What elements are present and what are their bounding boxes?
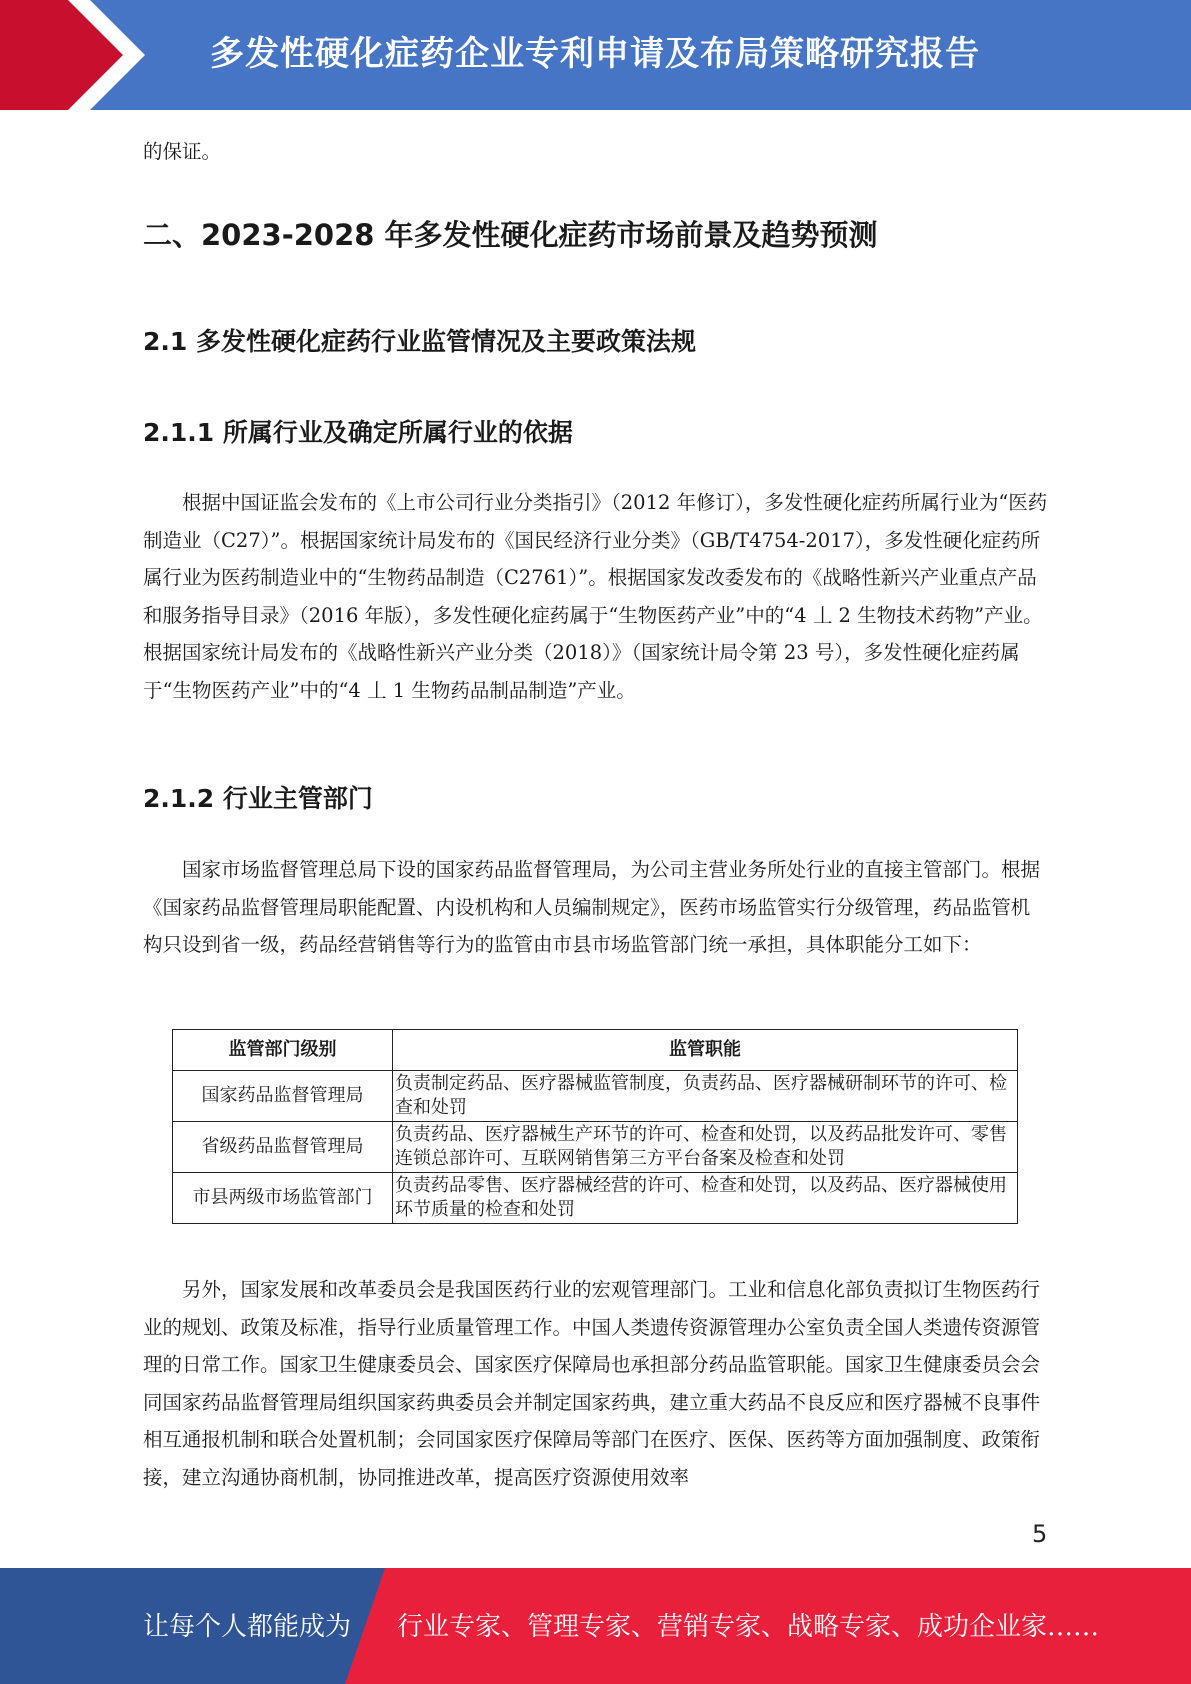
footer-slogan-left: 让每个人都能成为 <box>143 1612 352 1642</box>
continuation-text: 的保证。 <box>143 140 222 163</box>
sub2-heading: 2.1.2 行业主管部门 <box>143 784 373 813</box>
subsection-heading: 2.1 多发性硬化症药行业监管情况及主要政策法规 <box>143 327 696 356</box>
header-arrow-decoration <box>0 0 160 110</box>
sub2-paragraph: 国家市场监督管理总局下设的国家药品监督管理局，为公司主营业务所处行业的直接主管部门。根据《国家药品监督管理局职能配置、内设机构和人员编制规定》，医药市场监管实行分级管理，药品监管机构只设到省一级，药品经营销售等行为的监管由市县市场监管部门统一承担，具体职能分工如下： <box>143 858 1041 956</box>
table-row <box>173 1122 1018 1173</box>
sub1-paragraph: 根据中国证监会发布的《上市公司行业分类指引》（2012 年修订），多发性硬化症药所属行业为“医药制造业（C27）”。根据国家统计局发布的《国民经济行业分类》（GB/T4754-2017），多发性硬化症药所属行业为医药制造业中的“生物药品制造（C2761）”。根据国家发改委发布的《战略性新兴产业重点产品和服务指导目录》（2016 年版），多发性硬化症药属于“生物医药产业”中的“4 丄 2 生物技术药物”产业。根据国家统计局发布的《战略性新兴产业分类（2018）》（国家统计局令第 23 号），多发性硬化症药属于“生物医药产业”中的“4 丄 1 生物药品制品制造”产业。 <box>143 491 1048 702</box>
table-cell-level: 国家药品监督管理局 <box>173 1071 393 1122</box>
regulation-table <box>172 1029 1018 1224</box>
sub1-heading: 2.1.1 所属行业及确定所属行业的依据 <box>143 418 573 447</box>
table-row <box>173 1173 1018 1224</box>
table-row <box>173 1071 1018 1122</box>
table-cell-duty: 负责药品零售、医疗器械经营的许可、检查和处罚，以及药品、医疗器械使用环节质量的检查和处罚 <box>393 1173 1018 1224</box>
section-heading: 二、2023-2028 年多发性硬化症药市场前景及趋势预测 <box>143 218 878 252</box>
page-number: 5 <box>1032 1520 1048 1548</box>
table-cell-level: 市县两级市场监管部门 <box>173 1173 393 1224</box>
footer-slogan-right: 行业专家、管理专家、营销专家、战略专家、成功企业家…… <box>397 1612 1100 1642</box>
table-header-duty: 监管职能 <box>393 1030 1018 1071</box>
table-cell-level: 省级药品监督管理局 <box>173 1122 393 1173</box>
table-cell-duty: 负责制定药品、医疗器械监管制度，负责药品、医疗器械研制环节的许可、检查和处罚 <box>393 1071 1018 1122</box>
closing-paragraph: 另外，国家发展和改革委员会是我国医药行业的宏观管理部门。工业和信息化部负责拟订生物医药行业的规划、政策及标准，指导行业质量管理工作。中国人类遗传资源管理办公室负责全国人类遗传资源管理的日常工作。国家卫生健康委员会、国家医疗保障局也承担部分药品监管职能。国家卫生健康委员会会同国家药品监督管理局组织国家药典委员会并制定国家药典，建立重大药品不良反应和医疗器械不良事件相互通报机制和联合处置机制；会同国家医疗保障局等部门在医疗、医保、医药等方面加强制度、政策衔接，建立沟通协商机制，协同推进改革，提高医疗资源使用效率 <box>143 1278 1041 1489</box>
table-header-row <box>173 1030 1018 1071</box>
table-cell-duty: 负责药品、医疗器械生产环节的许可、检查和处罚，以及药品批发许可、零售连锁总部许可、互联网销售第三方平台备案及检查和处罚 <box>393 1122 1018 1173</box>
table-header-level: 监管部门级别 <box>173 1030 393 1071</box>
report-title: 多发性硬化症药企业专利申请及布局策略研究报告 <box>210 34 980 74</box>
page-header <box>0 0 1191 110</box>
page-footer <box>0 1568 1191 1684</box>
